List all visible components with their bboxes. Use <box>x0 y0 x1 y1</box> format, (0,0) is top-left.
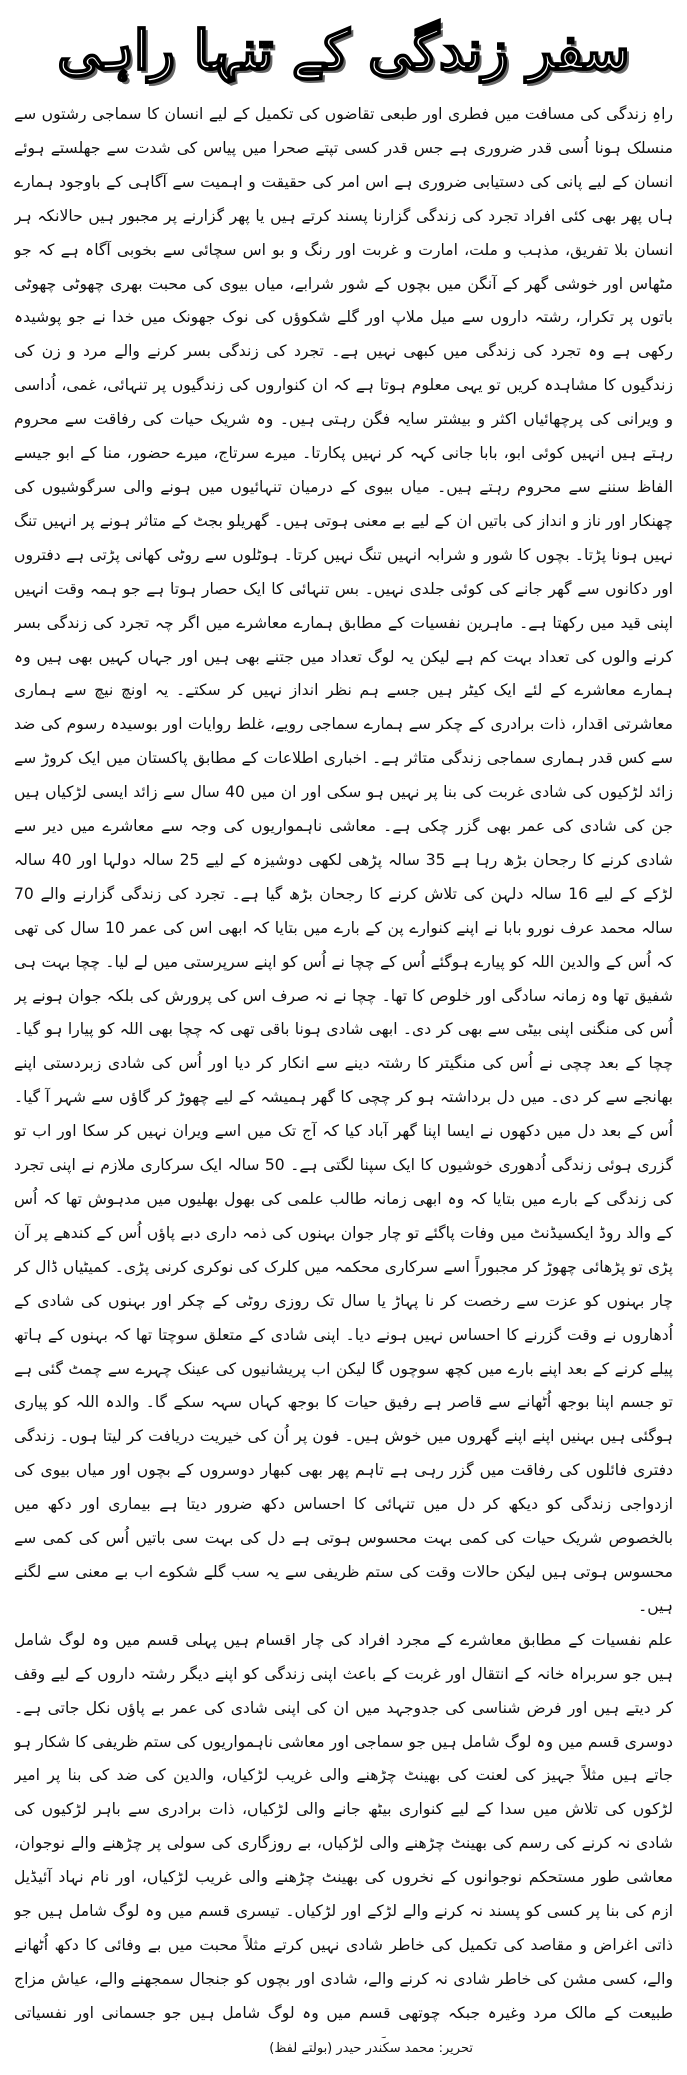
article-paragraph: راہِ زندگی کی مسافت میں فطری اور طبعی تقاضوں کی تکمیل کے لیے انسان کا سماجی رشتوں سے منسلک ہونا اُسی قدر ضروری ہے جس قدر کسی تپتے صحرا میں پیاس کی شدت سے جھلستے ہوئے انسان کے لیے پانی کی دستیابی ضروری ہے اس امر کی حقیقت و اہمیت سے آگاہی کے باوجود ہمارے ہاں پھر بھی کئی افراد تجرد کی زندگی گزارنا پسند کرتے ہیں یا پھر گزارنے پر مجبور ہیں حالانکہ ہر انسان بلا تفریق، مذہب و ملت، امارت و غربت اور رنگ و بو اس سچائی سے بخوبی آگاہ ہے کہ جو مٹھاس اور خوشی گھر کے آنگن میں بچوں کے شور شرابے، میاں بیوی کی محبت بھری چھوٹی چھوٹی باتوں پر تکرار، رشتہ داروں سے میل ملاپ اور گلے شکوؤں کی نوک جھونک میں خدا نے جو پوشیدہ رکھی ہے وہ تجرد کی زندگی میں کبھی نہیں ہے۔ تجرد کی زندگی بسر کرنے والے مرد و زن کی زندگیوں کا مشاہدہ کریں تو یہی معلوم ہوتا ہے کہ ان کنواروں کی زندگیوں پر تنہائی، غمی، اُداسی و ویرانی کی پرچھائیاں اکثر و بیشتر سایہ فگن رہتی ہیں۔ وہ شریک حیات کی رفاقت سے محروم رہتے ہیں انہیں کوئی ابو، بابا جانی کہہ کر نہیں پکارتا۔ میرے سرتاج، میرے حضور، منا کے ابو جیسے الفاظ سننے سے محروم رہتے ہیں۔ میاں بیوی کے درمیان تنہائیوں میں ہونے والی سرگوشیوں کی چھنکار اور ناز و انداز کی باتیں ان کے لیے بے معنی ہوتی ہیں۔ گھریلو بجٹ کے متاثر ہونے پر انہیں تنگ نہیں ہونا پڑتا۔ بچوں کا شور و شرابہ انہیں تنگ نہیں کرتا۔ ہوٹلوں سے روٹی کھانی پڑتی ہے دفتروں اور دکانوں سے گھر جانے کی کوئی جلدی نہیں۔ بس تنہائی کا ایک حصار ہوتا ہے جو ہمہ وقت انہیں اپنی قید میں رکھتا ہے۔ ماہرین نفسیات کے مطابق ہمارے معاشرے میں اگر چہ تجرد کی زندگی بسر کرنے والوں کی تعداد بہت کم ہے لیکن یہ لوگ تعداد میں جتنے بھی ہیں اور جہاں کہیں بھی ہیں وہ ہمارے معاشرے کے لئے ایک کیٹر ہیں جسے ہم نظر انداز نہیں کر سکتے۔ یہ اونچ نیچ سے ہماری معاشرتی اقدار، ذات برادری کے چکر سے ہمارے سماجی رویے، غلط روایات اور بوسیدہ رسوم کی ضد سے کس قدر ہماری سماجی زندگی متاثر ہے۔ اخباری اطلاعات کے مطابق پاکستان میں ایک کروڑ سے زائد لڑکیوں کی شادی غربت کی بنا پر نہیں ہو سکی اور ان میں 40 سال سے زائد ایسی لڑکیاں ہیں جن کی شادی کی عمر بھی گزر چکی ہے۔ معاشی ناہمواریوں کی وجہ سے معاشرے میں دیر سے شادی کرنے کا رجحان بڑھ رہا ہے 35 سالہ پڑھی لکھی دوشیزہ کے لیے 25 سالہ دولہا اور 40 سالہ لڑکے کے لیے 16 سالہ دلہن کی تلاش کرنے کا رجحان بڑھ گیا ہے۔ تجرد کی زندگی گزارنے والے 70 سالہ محمد عرف نورو بابا نے اپنے کنوارے پن کے بارے میں بتایا کہ ابھی اس کی عمر 10 سال کی تھی کہ اُس کے والدین اللہ کو پیارے ہوگئے اُس کے چچا نے اُس کو اپنے سرپرستی میں لے لیا۔ چچا بہت ہی شفیق تھا وہ زمانہ سادگی اور خلوص کا تھا۔ چچا نے نہ صرف اس کی پرورش کی بلکہ جوان ہونے پر اُس کی منگنی اپنی بیٹی سے بھی کر دی۔ ابھی شادی ہونا باقی تھی کہ چچا بھی اللہ کو پیارا ہو گیا۔ چچا کے بعد چچی نے اُس کی منگیتر کا رشتہ دینے سے انکار کر دیا اور اُس کی شادی زبردستی اپنے بھانجے سے کر دی۔ میں دل برداشتہ ہو کر چچی کا گھر ہمیشہ کے لیے چھوڑ کر گاؤں سے شہر آ گیا۔ اُس کے بعد دل میں دکھوں نے ایسا اپنا گھر آباد کیا کہ آج تک میں اسے ویران نہیں کر سکا اور اب تو گزری ہوئی زندگی اُدھوری خوشیوں کا ایک سپنا لگتی ہے۔ 50 سالہ ایک سرکاری ملازم نے اپنی تجرد کی زندگی کے بارے میں بتایا کہ وہ ابھی زمانہ طالب علمی کی بھول بھلیوں میں مدہوش تھا کہ اُس کے والد روڈ ایکسیڈنٹ میں وفات پاگئے تو چار جوان بہنوں کی ذمہ داری دبے پاؤں اُس کے کندھے پر آن پڑی تو پڑھائی چھوڑ کر مجبوراً اسے سرکاری محکمہ میں کلرک کی نوکری کرنی پڑی۔ کمیٹیاں ڈال کر چار بہنوں کو عزت سے رخصت کر نا پہاڑ یا سال تک روزی روٹی کے چکر اور بہنوں کی شادی کے اُدھاروں نے وقت گزرنے کا احساس نہیں ہونے دیا۔ اپنی شادی کے متعلق سوچتا تھا کہ بہنوں کے ہاتھ پیلے کرنے کے بعد اپنے بارے میں کچھ سوچوں گا لیکن اب پریشانیوں کی عینک چہرے سے چمٹ گئی ہے تو جسم اپنا بوجھ اُٹھانے سے قاصر ہے رفیق حیات کا بوجھ کہاں سہہ سکے گا۔ والدہ اللہ کو پیاری ہوگئی ہیں بہنیں اپنے اپنے گھروں میں خوش ہیں۔ فون پر اُن کی خیریت دریافت کر لیتا ہوں۔ زندگی دفتری فائلوں کی رفاقت میں گزر رہی ہے تاہم پھر بھی کبھار دوسروں کے بچوں اور میاں بیوی کی ازدواجی زندگی کو دیکھ کر دل میں تنہائی کا احساس دکھ ضرور دیتا ہے بیماری اور دکھ میں بالخصوص شریک حیات کی کمی بہت محسوس ہوتی ہے دل کی بہت سی باتیں اُس کی کمی سے محسوس ہوتی ہیں لیکن حالات وقت کی ستم ظریفی سے یہ سب گلے شکوے اب بے معنی سے لگنے ہیں۔ <box>14 105 673 1615</box>
article-title: سفر زندگی کے تنہا راہی <box>57 18 630 82</box>
article-body <box>14 98 673 2038</box>
article-paragraph: علم نفسیات کے مطابق معاشرے کے مجرد افراد کی چار اقسام ہیں پہلی قسم میں وہ لوگ شامل ہیں جو سربراہ خانہ کے انتقال اور غربت کے باعث اپنی زندگی کو اپنے دیگر رشتہ داروں کے لیے وقف کر دیتے ہیں اور فرض شناسی کی جدوجہد میں ان کی اپنی شادی کی عمر بے پاؤں نکل جاتی ہے۔ دوسری قسم میں وہ لوگ شامل ہیں جو سماجی اور معاشی ناہمواریوں کی ستم ظریفی کا شکار ہو جاتے ہیں مثلاً جہیز کی لعنت کی بھینٹ چڑھنے والی غریب لڑکیاں، والدین کی ضد کی بنا پر امیر لڑکوں کی تلاش میں سدا کے لیے کنواری بیٹھ جانے والی لڑکیاں، ذات برادری سے باہر لڑکیوں کی شادی نہ کرنے کی رسم کی بھینٹ چڑھنے والی لڑکیاں، بے روزگاری کی سولی پر چڑھنے والے نوجوان، معاشی طور مستحکم نوجوانوں کے نخروں کی بھینٹ چڑھنے والی غریب لڑکیاں، اور نام نہاد آئیڈیل ازم کی بنا پر کسی کو پسند نہ کرنے والے لڑکے اور لڑکیاں۔ تیسری قسم میں وہ لوگ شامل ہیں جو ذاتی اغراض و مقاصد کی تکمیل کی خاطر شادی نہیں کرتے مثلاً محبت میں بے وفائی کا دکھ اُٹھانے والے، کسی مشن کی خاطر شادی نہ کرنے والے، شادی اور بچوں کو جنجال سمجھنے والے، عیاش مزاج طبیعت کے مالک مرد وغیرہ جبکہ چوتھی قسم میں وہ لوگ شامل ہیں جو جسمانی اور نفسیاتی <box>14 1630 673 2022</box>
author-byline: تحریر: محمد سکندر حیدر (بولتے لفظ) <box>269 2041 473 2056</box>
